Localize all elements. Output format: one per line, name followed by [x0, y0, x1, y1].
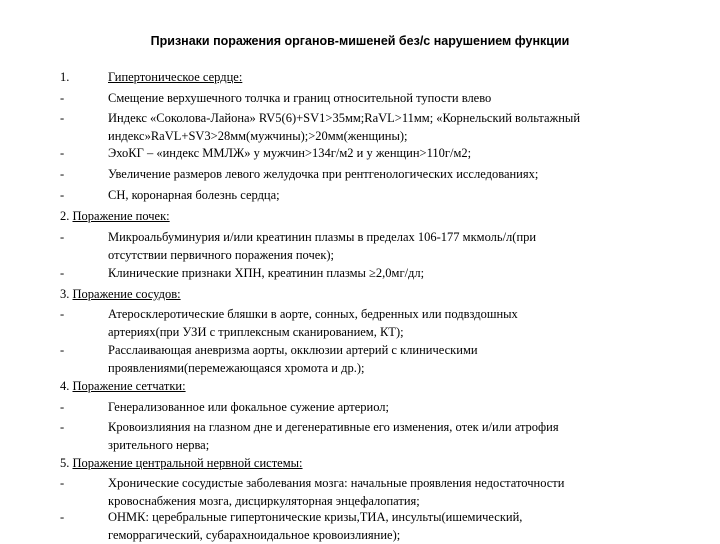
- slide-title: Признаки поражения органов-мишеней без/с нарушением функции: [150, 34, 570, 48]
- dash-marker: -: [60, 111, 65, 125]
- list-item: [60, 228, 660, 264]
- list-item: [60, 186, 660, 204]
- list-item: [60, 109, 660, 145]
- list-item: [60, 165, 660, 183]
- item-line: Генерализованное или фокальное сужение артериол;: [108, 400, 390, 414]
- item-line: Хронические сосудистые заболевания мозга: начальные проявления недостаточности: [108, 476, 565, 490]
- list-item: [60, 474, 660, 510]
- section-5-heading: Поражение центральной нервной системы:: [72, 456, 303, 470]
- section-5-heading-row: [60, 454, 303, 472]
- list-item: [60, 418, 660, 454]
- item-line: артериях(при УЗИ с триплексным сканированием, КТ);: [108, 325, 404, 339]
- list-item: [60, 89, 660, 107]
- list-item: [60, 398, 660, 416]
- list-item: [60, 341, 660, 377]
- item-line: Расслаивающая аневризма аорты, окклюзии артерий с клиническими: [108, 343, 478, 357]
- section-4-heading-row: [60, 377, 186, 395]
- item-line: ЭхоКГ – «индекс ММЛЖ» у мужчин˃134г/м2 и у женщин˃110г/м2;: [108, 146, 472, 160]
- item-line: Атеросклеротические бляшки в аорте, сонных, бедренных или подвздошных: [108, 307, 518, 321]
- dash-marker: -: [60, 343, 65, 357]
- dash-marker: -: [60, 188, 65, 202]
- dash-marker: -: [60, 307, 65, 321]
- section-5-number: 5.: [60, 456, 70, 470]
- dash-marker: -: [60, 230, 65, 244]
- list-item: [60, 508, 660, 544]
- item-line: Смещение верхушечного толчка и границ относительной тупости влево: [108, 91, 492, 105]
- item-line: Кровоизлияния на глазном дне и дегенеративные его изменения, отек и/или атрофия: [108, 420, 559, 434]
- section-3-heading: Поражение сосудов:: [72, 287, 181, 301]
- section-4-number: 4.: [60, 379, 70, 393]
- item-line: проявлениями(перемежающаяся хромота и др.);: [108, 361, 365, 375]
- dash-marker: -: [60, 420, 65, 434]
- section-3-number: 3.: [60, 287, 70, 301]
- item-line: индекс»RaVL+SV3˃28мм(мужчины);˃20мм(женщины);: [108, 129, 408, 143]
- list-item: [60, 264, 660, 282]
- item-line: Индекс «Соколова-Лайона» RV5(6)+SV1˃35мм;RaVL˃11мм; «Корнельский вольтажный: [108, 111, 581, 125]
- list-item: [60, 144, 660, 162]
- item-line: ОНМК: церебральные гипертонические кризы,ТИА, инсульты(ишемический,: [108, 510, 523, 524]
- section-1-heading-row: [60, 68, 660, 86]
- dash-marker: -: [60, 266, 65, 280]
- list-item: [60, 305, 660, 341]
- dash-marker: -: [60, 146, 65, 160]
- item-line: Клинические признаки ХПН, креатинин плазмы ≥2,0мг/дл;: [108, 266, 425, 280]
- item-line: зрительного нерва;: [108, 438, 210, 452]
- item-line: отсутствии первичного поражения почек);: [108, 248, 335, 262]
- section-1-number: 1.: [60, 70, 70, 84]
- item-line: Микроальбуминурия и/или креатинин плазмы в пределах 106-177 мкмоль/л(при: [108, 230, 537, 244]
- dash-marker: -: [60, 91, 65, 105]
- section-4-heading: Поражение сетчатки:: [72, 379, 186, 393]
- section-2-number: 2.: [60, 209, 70, 223]
- section-2-heading-row: [60, 207, 170, 225]
- item-line: СН, коронарная болезнь сердца;: [108, 188, 280, 202]
- dash-marker: -: [60, 400, 65, 414]
- dash-marker: -: [60, 476, 65, 490]
- dash-marker: -: [60, 510, 65, 524]
- section-3-heading-row: [60, 285, 181, 303]
- section-1-heading: Гипертоническое сердце:: [108, 70, 243, 84]
- item-line: Увеличение размеров левого желудочка при рентгенологических исследованиях;: [108, 167, 539, 181]
- item-line: геморрагический, субарахноидальное кровоизлияние);: [108, 528, 401, 542]
- item-line: кровоснабжения мозга, дисциркуляторная энцефалопатия;: [108, 494, 420, 508]
- section-2-heading: Поражение почек:: [72, 209, 170, 223]
- dash-marker: -: [60, 167, 65, 181]
